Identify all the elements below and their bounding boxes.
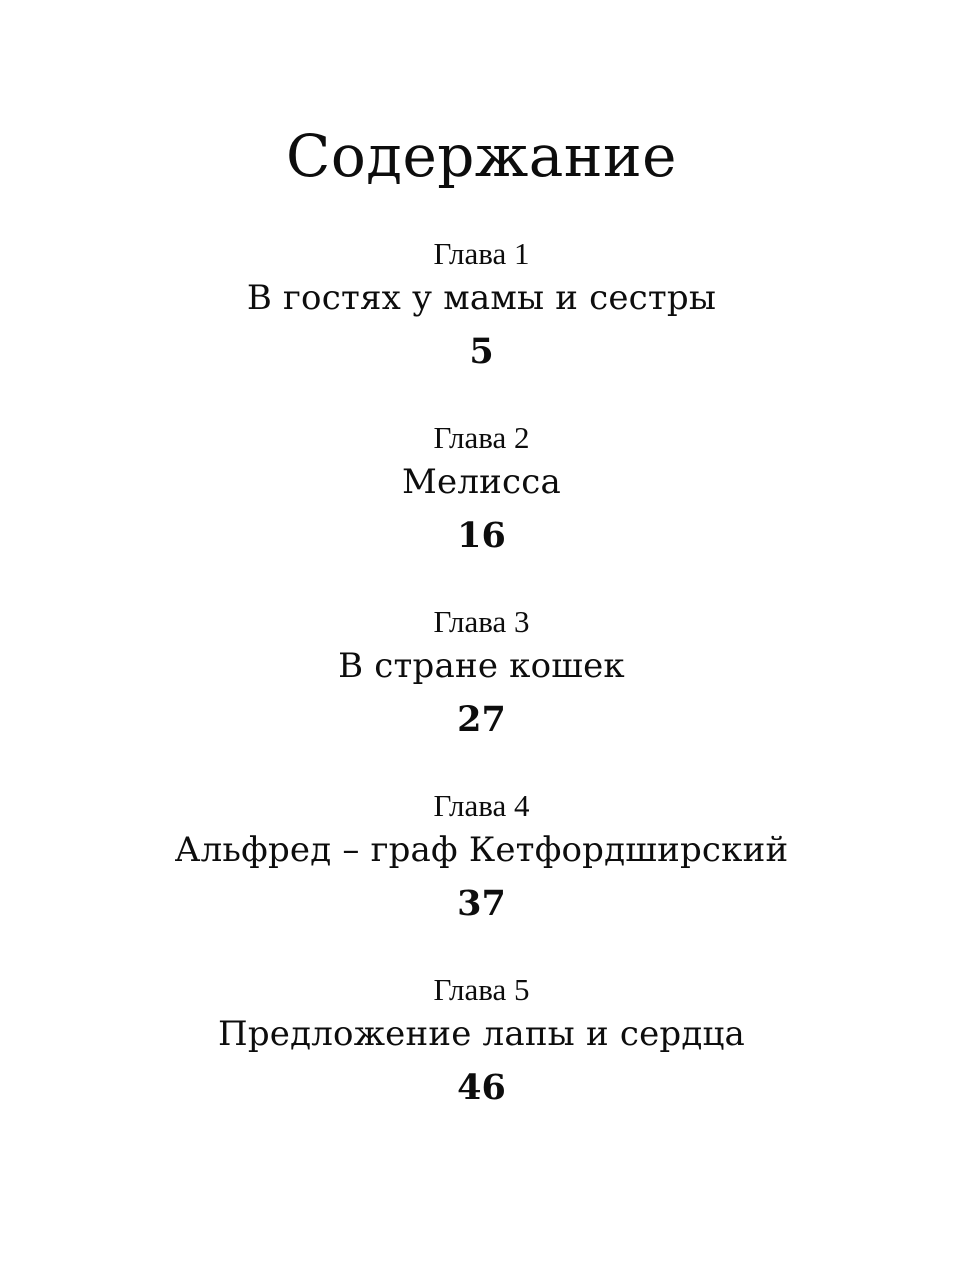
chapter-title: Альфред – граф Кетфордширский [174, 830, 789, 870]
chapter-page-number: 37 [457, 883, 506, 924]
toc-entry-chapter-4[interactable] [0, 786, 963, 928]
page-title: Содержание [285, 122, 678, 190]
chapter-label: Глава 1 [433, 236, 530, 271]
toc-entry-chapter-5[interactable] [0, 970, 963, 1112]
toc-entry-chapter-2[interactable] [0, 418, 963, 560]
chapter-label: Глава 4 [433, 788, 530, 823]
chapter-page-number: 27 [457, 699, 506, 740]
toc-entry-chapter-1[interactable] [0, 234, 963, 376]
chapter-page-number: 16 [457, 515, 506, 556]
toc-entry-chapter-3[interactable] [0, 602, 963, 744]
chapter-title: В гостях у мамы и сестры [246, 278, 717, 318]
chapter-title: В стране кошек [338, 646, 625, 686]
chapter-page-number: 46 [457, 1067, 506, 1108]
chapter-label: Глава 2 [433, 420, 530, 455]
chapter-page-number: 5 [469, 331, 494, 372]
chapter-label: Глава 3 [433, 604, 530, 639]
chapter-title: Предложение лапы и сердца [217, 1014, 746, 1054]
chapter-label: Глава 5 [433, 972, 530, 1007]
chapter-title: Мелисса [402, 462, 561, 502]
